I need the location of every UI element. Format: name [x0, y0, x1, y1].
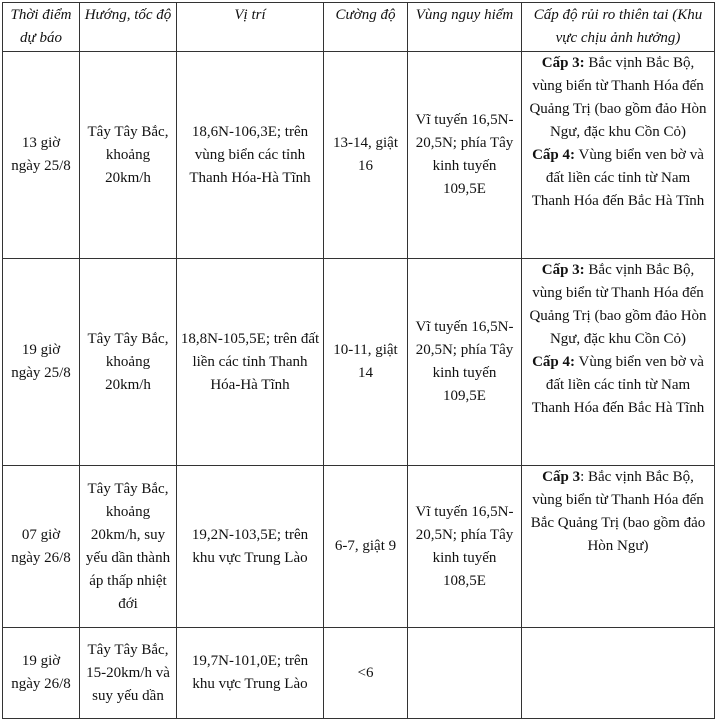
risk-level-label: Cấp 3:: [541, 262, 585, 278]
header-direction: Hướng, tốc độ: [80, 3, 177, 52]
cell-intensity: 6-7, giật 9: [324, 466, 408, 628]
cell-position: 19,7N-101,0E; trên khu vực Trung Lào: [177, 628, 324, 719]
header-time: Thời điểm dự báo: [3, 3, 80, 52]
risk-area-text: Vùng biển ven bờ và đất liền các tỉnh từ Nam Thanh Hóa đến Bắc Hà Tĩnh: [531, 354, 705, 416]
table-row: [3, 628, 715, 719]
risk-item: [526, 466, 710, 558]
cell-direction: Tây Tây Bắc, khoảng 20km/h: [80, 259, 177, 466]
header-risk-level: Cấp độ rủi ro thiên tai (Khu vực chịu ảnh hưởng): [522, 3, 715, 52]
cell-position: 18,6N-106,3E; trên vùng biển các tỉnh Thanh Hóa-Hà Tĩnh: [177, 52, 324, 259]
risk-area-text: Bắc vịnh Bắc Bộ, vùng biển từ Thanh Hóa đến Quảng Trị (bao gồm đảo Hòn Ngư, đặc khu Cồn Cỏ): [529, 262, 707, 347]
cell-risk: [522, 628, 715, 719]
risk-area-text: Bắc vịnh Bắc Bộ, vùng biển từ Thanh Hóa đến Quảng Trị (bao gồm đảo Hòn Ngư, đặc khu Cồn Cỏ): [529, 55, 707, 140]
cell-time: 13 giờ ngày 25/8: [3, 52, 80, 259]
storm-forecast-table: [2, 2, 715, 719]
cell-danger-zone: Vĩ tuyến 16,5N-20,5N; phía Tây kinh tuyến 108,5E: [408, 466, 522, 628]
cell-intensity: 10-11, giật 14: [324, 259, 408, 466]
table-row: [3, 466, 715, 628]
header-row: [3, 3, 715, 52]
cell-direction: Tây Tây Bắc, khoảng 20km/h, suy yếu dần thành áp thấp nhiệt đới: [80, 466, 177, 628]
cell-danger-zone: Vĩ tuyến 16,5N-20,5N; phía Tây kinh tuyến 109,5E: [408, 52, 522, 259]
cell-danger-zone: [408, 628, 522, 719]
risk-item: [526, 351, 710, 420]
cell-risk: [522, 466, 715, 628]
forecast-table-container: [2, 2, 715, 719]
risk-level-label: Cấp 3: [542, 469, 581, 485]
risk-level-label: Cấp 4:: [532, 147, 576, 163]
cell-risk: [522, 52, 715, 259]
cell-time: 07 giờ ngày 26/8: [3, 466, 80, 628]
cell-risk: [522, 259, 715, 466]
risk-item: [526, 52, 710, 144]
header-intensity: Cường độ: [324, 3, 408, 52]
cell-time: 19 giờ ngày 26/8: [3, 628, 80, 719]
risk-item: [526, 144, 710, 213]
cell-direction: Tây Tây Bắc, 15-20km/h và suy yếu dần: [80, 628, 177, 719]
risk-area-text: Vùng biển ven bờ và đất liền các tỉnh từ Nam Thanh Hóa đến Bắc Hà Tĩnh: [531, 147, 705, 209]
table-row: [3, 259, 715, 466]
risk-level-label: Cấp 3:: [541, 55, 585, 71]
cell-time: 19 giờ ngày 25/8: [3, 259, 80, 466]
cell-intensity: <6: [324, 628, 408, 719]
cell-position: 18,8N-105,5E; trên đất liền các tỉnh Thanh Hóa-Hà Tĩnh: [177, 259, 324, 466]
table-row: [3, 52, 715, 259]
cell-position: 19,2N-103,5E; trên khu vực Trung Lào: [177, 466, 324, 628]
risk-level-label: Cấp 4:: [532, 354, 576, 370]
cell-direction: Tây Tây Bắc, khoảng 20km/h: [80, 52, 177, 259]
cell-intensity: 13-14, giật 16: [324, 52, 408, 259]
risk-item: [526, 259, 710, 351]
header-position: Vị trí: [177, 3, 324, 52]
risk-area-text: : Bắc vịnh Bắc Bộ, vùng biển từ Thanh Hóa đến Bắc Quảng Trị (bao gồm đảo Hòn Ngư): [530, 469, 706, 554]
header-danger-zone: Vùng nguy hiểm: [408, 3, 522, 52]
cell-danger-zone: Vĩ tuyến 16,5N-20,5N; phía Tây kinh tuyến 109,5E: [408, 259, 522, 466]
